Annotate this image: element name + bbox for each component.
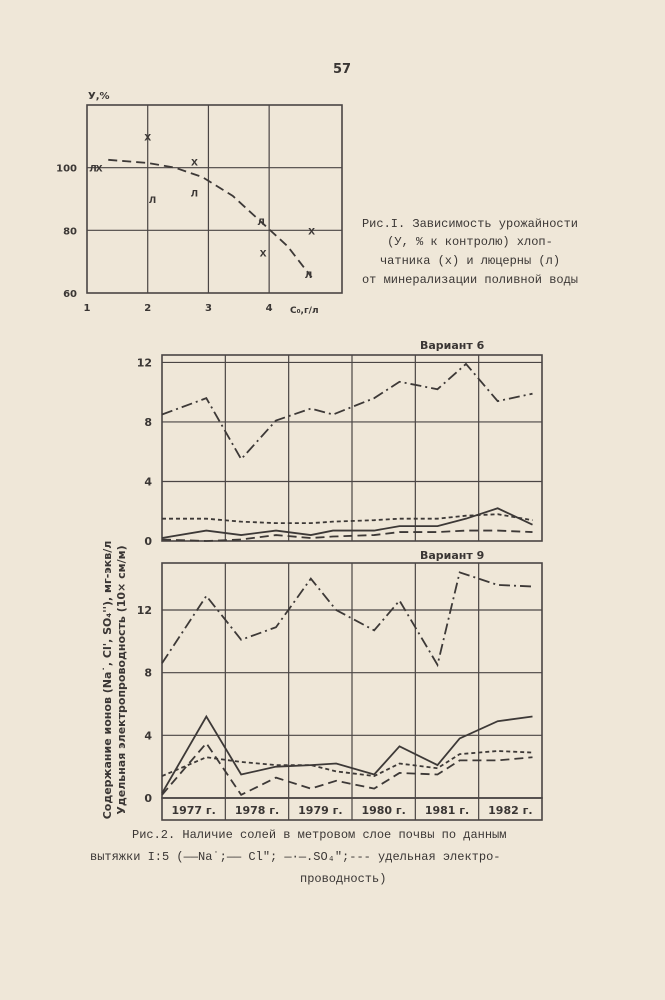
y-tick-label: 0 (144, 535, 152, 548)
y-tick-label: 100 (56, 163, 77, 175)
caption-line: Рис.I. Зависимость урожайности (361, 217, 579, 231)
x-tick-label: 2 (144, 303, 152, 314)
x-tick-label: 1980 г. (361, 804, 406, 817)
fig2-y-axis-label: Содержание ионов (Na˙, Cl', SO₄''), мг-экв/л (101, 540, 114, 820)
y-tick-label: 60 (63, 289, 77, 300)
x-tick-label: 1977 г. (171, 804, 216, 817)
x-tick-label: 1979 г. (298, 804, 343, 817)
y-tick-label: 8 (144, 666, 152, 680)
x-tick-label: 1 (83, 303, 91, 314)
caption-line: (У, % к контролю) хлоп- (387, 235, 553, 249)
caption-line: Рис.2. Наличие солей в метровом слое почвы по данным (132, 828, 507, 842)
y-tick-label: 12 (136, 356, 152, 370)
variant6-title: Вариант 6 (420, 339, 485, 352)
x-tick-label: 3 (204, 303, 212, 314)
data-point-alfalfa: л (148, 193, 157, 207)
figure1-caption (362, 217, 578, 287)
data-point-cotton: х (95, 161, 103, 176)
caption-line: от минерализации поливной воды (361, 273, 579, 287)
caption-line: вытяжки I:5 (——Na˙;—— Cl″; —·—.SO₄″;--- удельная электро- (90, 850, 501, 864)
x-tick-label: 1981 г. (424, 804, 470, 817)
caption-line: чатника (х) и люцерны (л) (379, 254, 561, 268)
data-point-alfalfa: л (257, 214, 265, 229)
x-tick-label: 1978 г. (234, 804, 280, 817)
series-line-short-dash (162, 514, 533, 523)
series-line-long-dash (162, 743, 533, 795)
fig1-x-axis-label: C₀,г/л (290, 306, 319, 316)
data-point-cotton: х (190, 155, 199, 170)
y-tick-label: 4 (144, 729, 152, 743)
data-point-cotton: х (308, 224, 316, 239)
series-line-solid (162, 508, 533, 538)
data-point-alfalfa: л (89, 161, 97, 176)
figure2-caption (90, 828, 506, 886)
variant9-title: Вариант 9 (420, 549, 485, 562)
figure2-salts-chart (101, 339, 542, 820)
y-tick-label: 8 (144, 415, 152, 429)
series-line-dash-dot (162, 572, 533, 664)
data-point-alfalfa: л (305, 268, 313, 283)
fig2-y-axis-label2: Удельная электропроводность (10× см/м) (115, 545, 128, 815)
series-line-dash-dot (162, 364, 533, 459)
fig1-y-axis-label: У,% (88, 91, 110, 102)
plot-frame (87, 105, 342, 293)
data-point-alfalfa: л (190, 186, 199, 201)
y-tick-label: 12 (136, 604, 152, 617)
y-tick-label: 0 (144, 792, 152, 805)
data-point-cotton: х (144, 130, 152, 145)
page-number: 57 (333, 62, 352, 77)
x-tick-label: 1982 г. (488, 804, 533, 817)
series-line-solid (162, 717, 533, 794)
data-point-cotton: х (259, 246, 267, 261)
y-tick-label: 4 (144, 475, 152, 489)
trend-curve (108, 160, 311, 278)
y-tick-label: 80 (63, 226, 77, 238)
caption-line: проводность) (300, 872, 387, 886)
series-line-short-dash (162, 751, 533, 776)
figure1-yield-chart (56, 91, 342, 316)
x-tick-label: 4 (265, 303, 273, 314)
